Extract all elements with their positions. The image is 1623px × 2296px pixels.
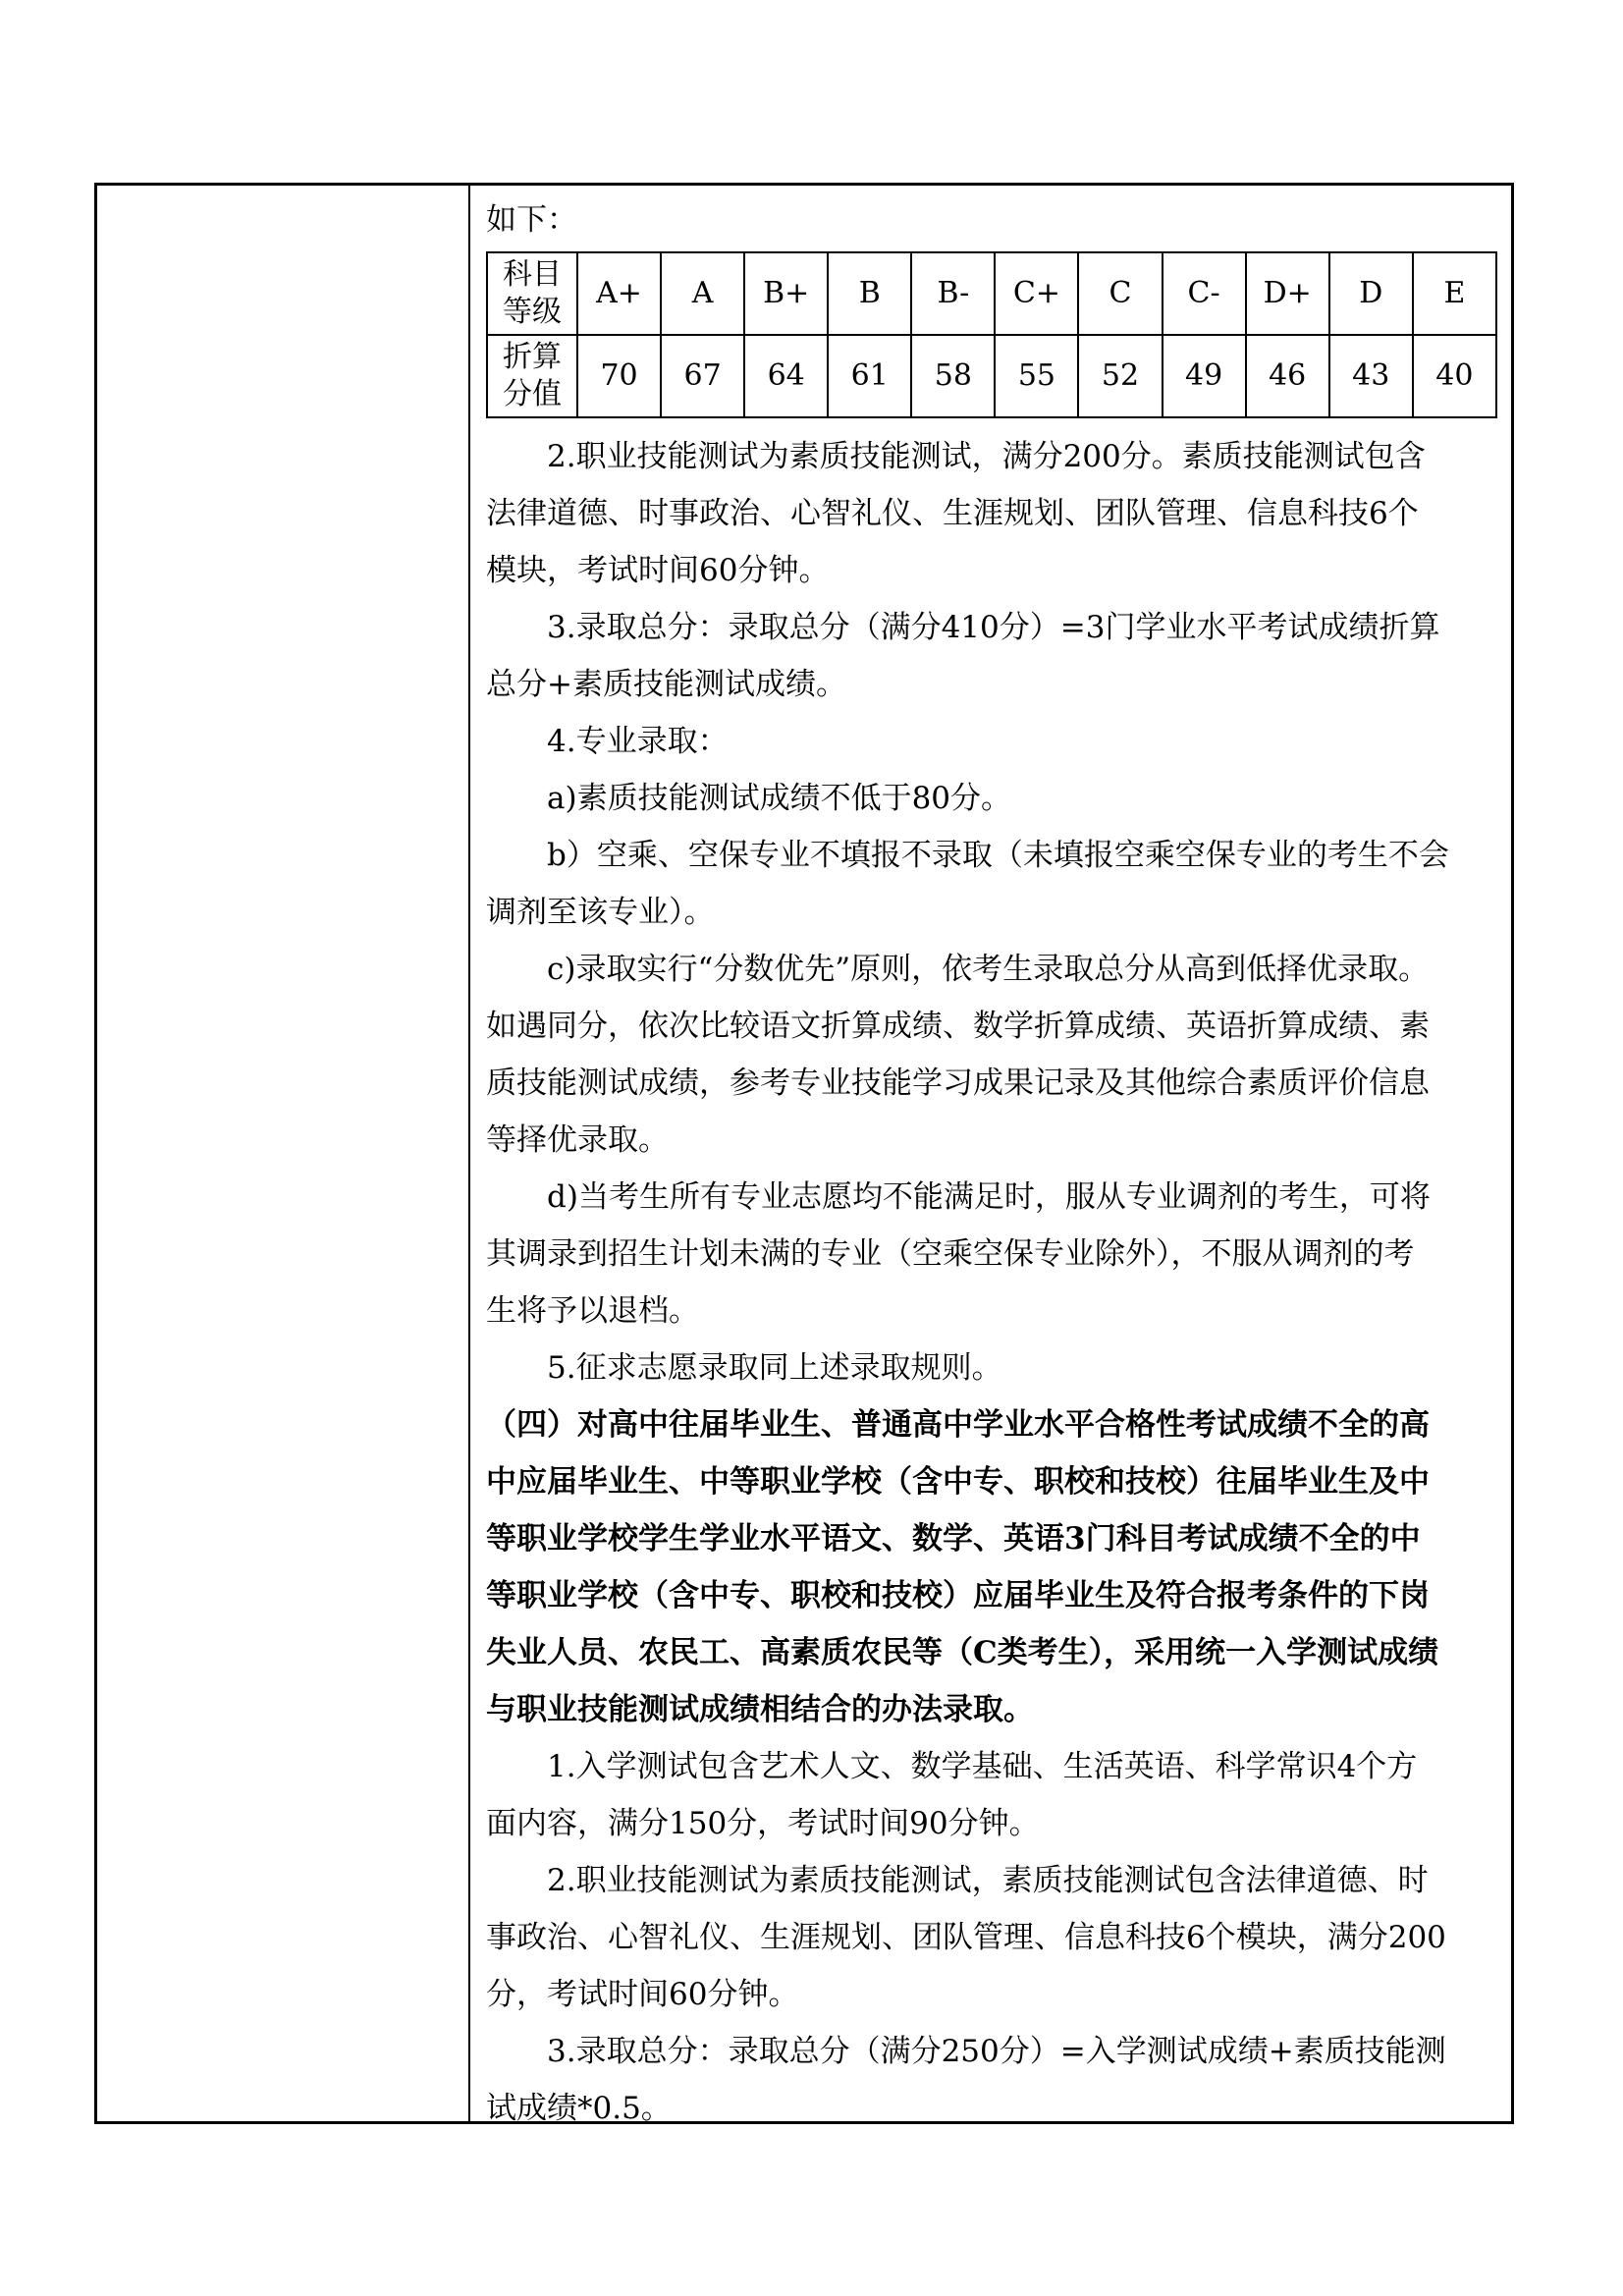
text-line: 2.职业技能测试为素质技能测试，素质技能测试包含法律道德、时: [547, 1863, 1429, 1898]
text-line: 面内容，满分150分，考试时间90分钟。: [486, 1806, 1040, 1841]
text-line: 4.专业录取：: [547, 724, 729, 759]
score-cell: 64: [744, 335, 828, 417]
body-text: [486, 428, 1501, 2137]
bold-text-line: 与职业技能测试成绩相结合的办法录取。: [486, 1692, 1034, 1727]
bold-text-line: 等职业学校学生学业水平语文、数学、英语3门科目考试成绩不全的中: [486, 1521, 1421, 1557]
text-line: 2.职业技能测试为素质技能测试，满分200分。素质技能测试包含: [547, 439, 1426, 474]
score-row: [487, 335, 1496, 417]
text-line: 等择优录取。: [486, 1122, 669, 1158]
score-cell: 70: [577, 335, 661, 417]
score-cell: 58: [911, 335, 995, 417]
score-cell: 43: [1329, 335, 1413, 417]
grade-cell: D+: [1246, 252, 1329, 335]
label-line-2: 分值: [503, 377, 562, 411]
text-line: 事政治、心智礼仪、生涯规划、团队管理、信息科技6个模块，满分200: [486, 1920, 1446, 1955]
score-cell: 61: [828, 335, 911, 417]
text-line: 分，考试时间60分钟。: [486, 1977, 799, 2012]
grade-cell: D: [1329, 252, 1413, 335]
score-cell: 40: [1413, 335, 1496, 417]
label-line-1: 折算: [503, 340, 562, 374]
right-column: [486, 191, 1501, 2137]
grade-cell: E: [1413, 252, 1496, 335]
grade-row-label: [487, 252, 577, 335]
text-line: 总分+素质技能测试成绩。: [486, 667, 846, 702]
text-line: 调剂至该专业）。: [486, 895, 715, 930]
score-cell: 55: [995, 335, 1078, 417]
text-line: 质技能测试成绩，参考专业技能学习成果记录及其他综合素质评价信息: [486, 1066, 1430, 1101]
grade-cell: C+: [995, 252, 1078, 335]
score-cell: 52: [1078, 335, 1162, 417]
grade-row: [487, 252, 1496, 335]
bold-text-line: （四）对高中往届毕业生、普通高中学业水平合格性考试成绩不全的高: [486, 1407, 1430, 1443]
label-line-1: 科目: [503, 257, 562, 292]
score-row-label: [487, 335, 577, 417]
grade-cell: A+: [577, 252, 661, 335]
grade-cell: B: [828, 252, 911, 335]
text-line: 生将予以退档。: [486, 1293, 699, 1329]
text-line: a)素质技能测试成绩不低于80分。: [547, 781, 1012, 816]
grade-cell: C: [1078, 252, 1162, 335]
text-line: 试成绩*0.5。: [486, 2091, 672, 2126]
text-line: 3.录取总分：录取总分（满分250分）=入学测试成绩+素质技能测: [547, 2034, 1446, 2069]
grade-conversion-table: [486, 251, 1497, 418]
bold-text-line: 中应届毕业生、中等职业学校（含中专、职校和技校）往届毕业生及中: [486, 1464, 1430, 1500]
score-cell: 67: [661, 335, 744, 417]
grade-cell: B+: [744, 252, 828, 335]
score-cell: 46: [1246, 335, 1329, 417]
text-line: b）空乘、空保专业不填报不录取（未填报空乘空保专业的考生不会: [547, 838, 1449, 873]
bold-text-line: 失业人员、农民工、高素质农民等（C类考生），采用统一入学测试成绩: [486, 1635, 1439, 1670]
text-line: 5.征求志愿录取同上述录取规则。: [547, 1350, 1002, 1386]
text-line: 如遇同分，依次比较语文折算成绩、数学折算成绩、英语折算成绩、素: [486, 1009, 1430, 1044]
grade-cell: C-: [1163, 252, 1246, 335]
text-line: 法律道德、时事政治、心智礼仪、生涯规划、团队管理、信息科技6个: [486, 496, 1419, 531]
text-line: 3.录取总分：录取总分（满分410分）=3门学业水平考试成绩折算: [547, 610, 1440, 645]
text-line: c)录取实行“分数优先”原则，依考生录取总分从高到低择优录取。: [547, 952, 1430, 987]
bold-text-line: 等职业学校（含中专、职校和技校）应届毕业生及符合报考条件的下岗: [486, 1578, 1430, 1613]
content-table: [94, 183, 1514, 2124]
column-divider: [468, 186, 470, 2121]
text-line: 模块，考试时间60分钟。: [486, 553, 830, 588]
grade-cell: B-: [911, 252, 995, 335]
text-line: d)当考生所有专业志愿均不能满足时，服从专业调剂的考生，可将: [547, 1179, 1431, 1215]
text-line: 其调录到招生计划未满的专业（空乘空保专业除外），不服从调剂的考: [486, 1236, 1415, 1272]
text-line: 1.入学测试包含艺术人文、数学基础、生活英语、科学常识4个方: [547, 1749, 1418, 1784]
label-line-2: 等级: [503, 295, 562, 329]
intro-text: 如下：: [486, 202, 577, 238]
grade-cell: A: [661, 252, 744, 335]
score-cell: 49: [1163, 335, 1246, 417]
